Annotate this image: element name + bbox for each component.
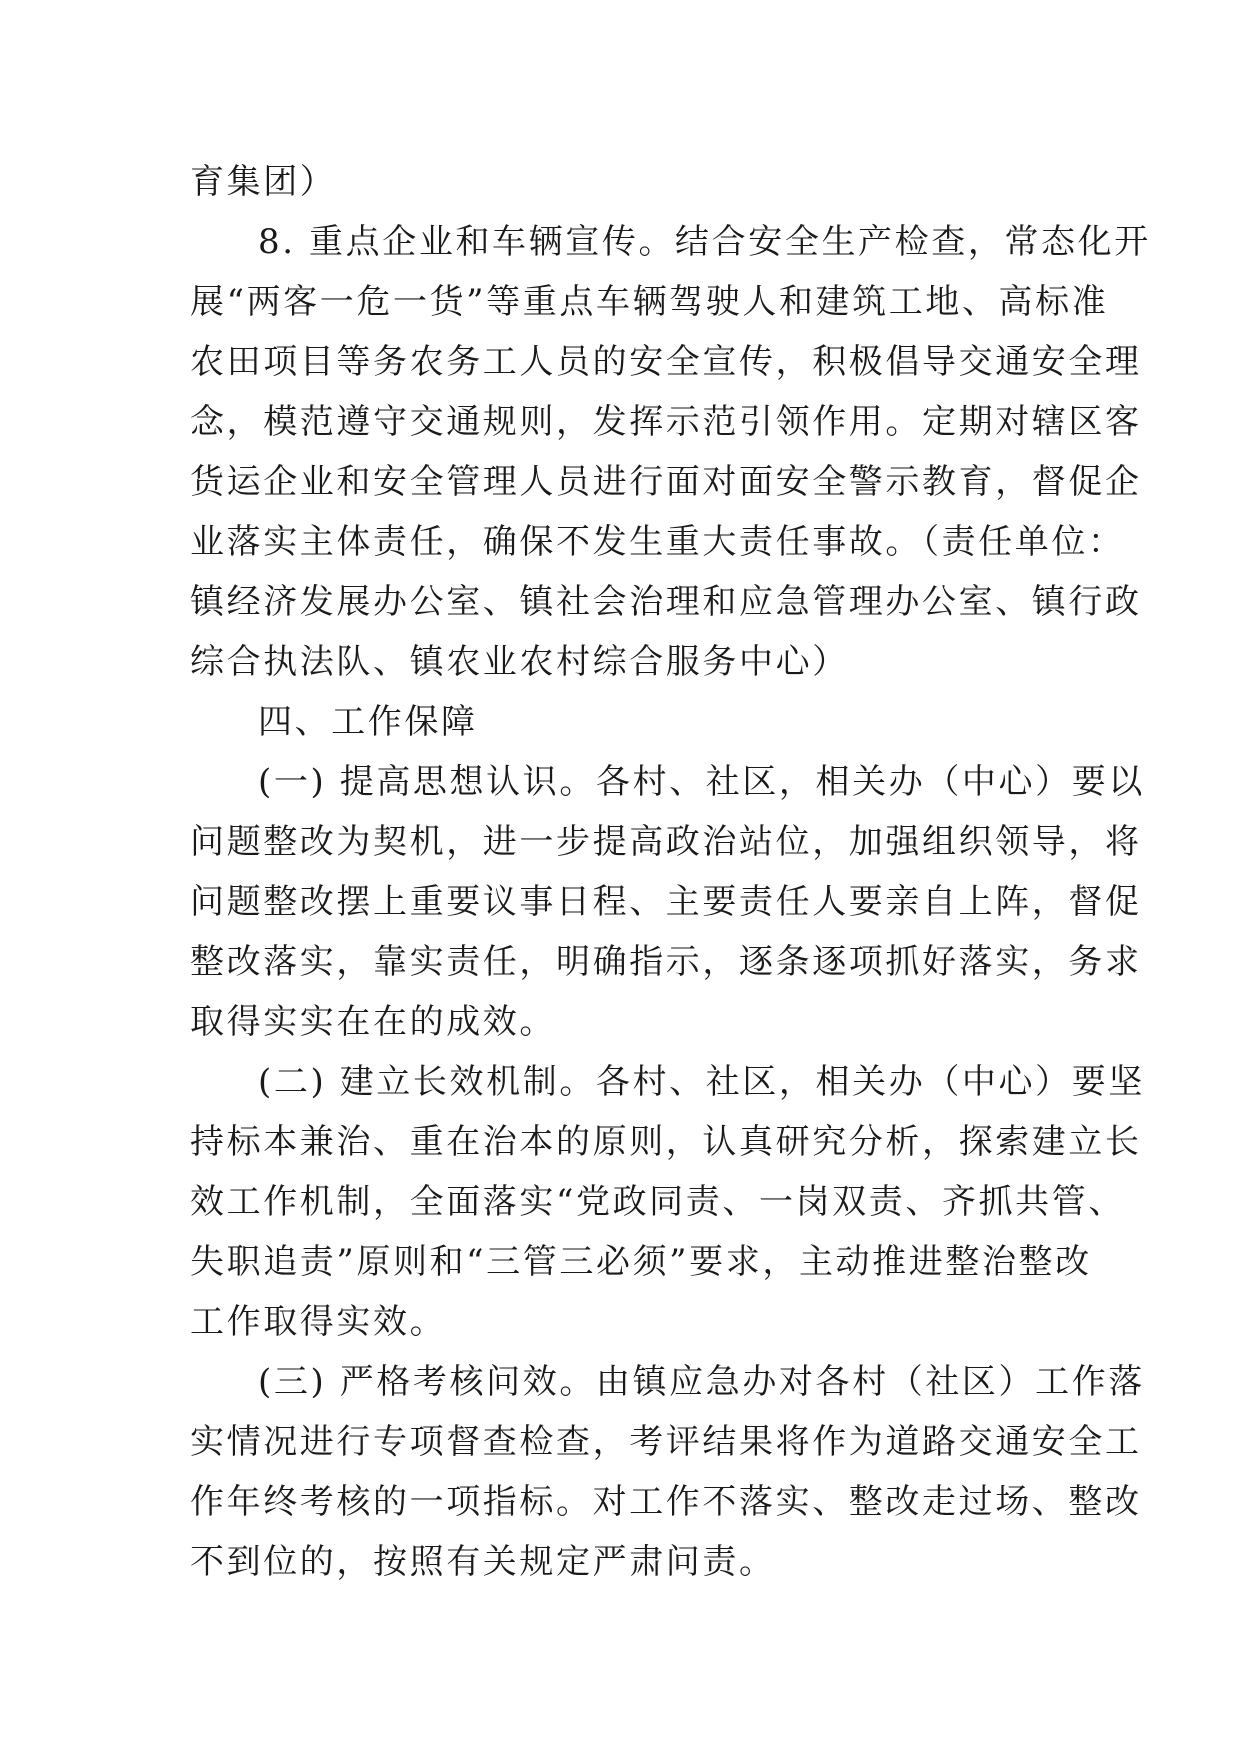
text-line: 育集团） xyxy=(190,162,337,202)
text-line: 货运企业和安全管理人员进行面对面安全警示教育，督促企 xyxy=(190,462,1142,502)
text-line: 念，模范遵守交通规则，发挥示范引领作用。定期对辖区客 xyxy=(190,402,1142,442)
text-line: 综合执法队、镇农业农村综合服务中心） xyxy=(190,642,849,682)
text-line: 展“两客一危一货”等重点车辆驾驶人和建筑工地、高标准 xyxy=(190,282,1109,322)
text-line: 实情况进行专项督查检查，考评结果将作为道路交通安全工 xyxy=(190,1422,1142,1462)
text-line: 取得实实在在的成效。 xyxy=(190,1002,556,1042)
text-line: 效工作机制，全面落实“党政同责、一岗双责、齐抓共管、 xyxy=(190,1182,1125,1222)
text-line: (二) 建立长效机制。各村、社区，相关办（中心）要坚 xyxy=(258,1062,1145,1102)
text-line: 不到位的，按照有关规定严肃问责。 xyxy=(190,1542,776,1582)
text-line: 整改落实，靠实责任，明确指示，逐条逐项抓好落实，务求 xyxy=(190,942,1142,982)
text-line: (一) 提高思想认识。各村、社区，相关办（中心）要以 xyxy=(258,762,1145,802)
document-page xyxy=(190,152,1151,1592)
text-line: 镇经济发展办公室、镇社会治理和应急管理办公室、镇行政 xyxy=(190,582,1142,622)
text-line: 问题整改摆上重要议事日程、主要责任人要亲自上阵，督促 xyxy=(190,882,1142,922)
text-line: 工作取得实效。 xyxy=(190,1302,447,1342)
text-line: 失职追责”原则和“三管三必须”要求，主动推进整治整改 xyxy=(190,1242,1092,1282)
text-line: (三) 严格考核问效。由镇应急办对各村（社区）工作落 xyxy=(258,1362,1145,1402)
text-line: 持标本兼治、重在治本的原则，认真研究分析，探索建立长 xyxy=(190,1122,1142,1162)
text-line: 8. 重点企业和车辆宣传。结合安全生产检查，常态化开 xyxy=(258,222,1151,262)
text-line: 作年终考核的一项指标。对工作不落实、整改走过场、整改 xyxy=(190,1482,1142,1522)
text-line: 问题整改为契机，进一步提高政治站位，加强组织领导，将 xyxy=(190,822,1142,862)
text-line: 农田项目等务农务工人员的安全宣传，积极倡导交通安全理 xyxy=(190,342,1142,382)
section-heading: 四、工作保障 xyxy=(258,702,478,742)
text-line: 业落实主体责任，确保不发生重大责任事故。（责任单位： xyxy=(190,522,1125,562)
